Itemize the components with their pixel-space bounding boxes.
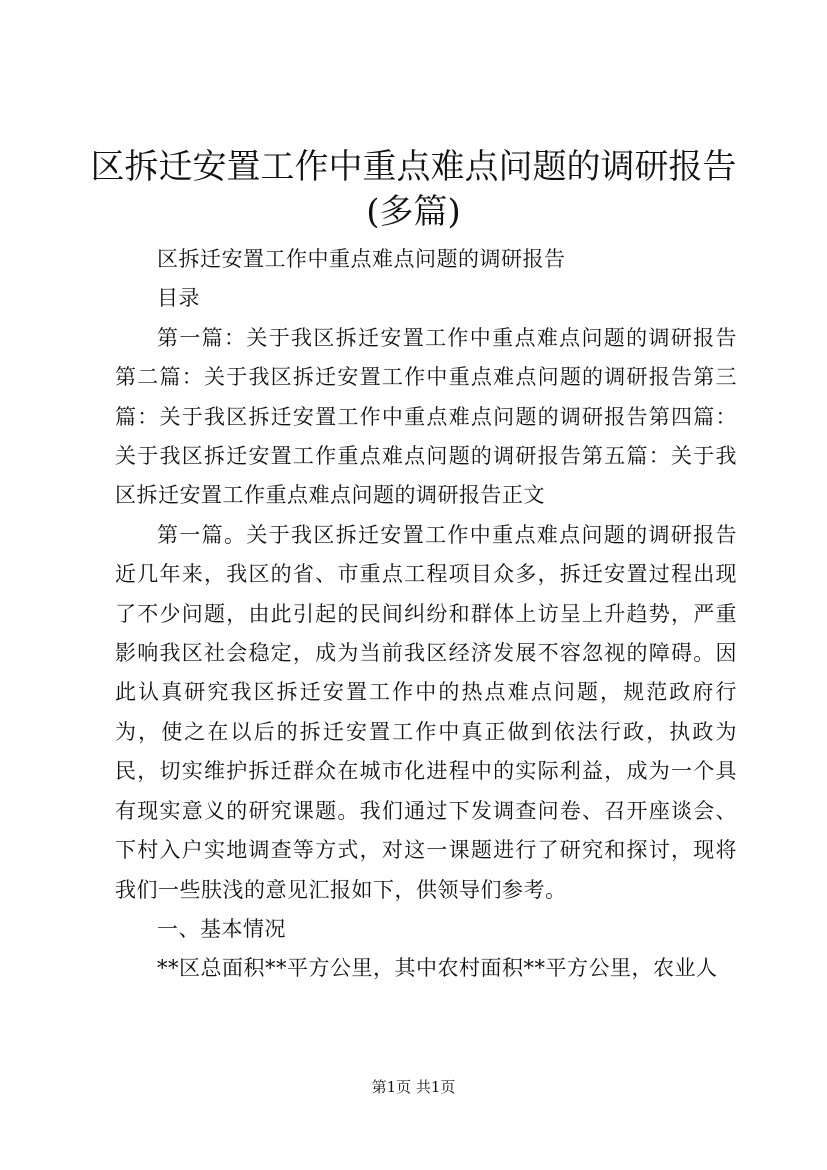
page-number-footer: 第1页 共1页 xyxy=(371,1078,456,1096)
document-title-suffix: (多篇) xyxy=(366,192,461,232)
document-title: 区拆迁安置工作中重点难点问题的调研报告 xyxy=(90,147,737,187)
toc-paragraph: 第一篇：关于我区拆迁安置工作中重点难点问题的调研报告第二篇：关于我区拆迁安置工作中重点难点问题的调研报告第三篇：关于我区拆迁安置工作中重点难点问题的调研报告第四篇：关于我区拆迁安置工作重点难点问题的调研报告第五篇：关于我区拆迁安置工作重点难点问题的调研报告正文 xyxy=(115,325,737,508)
body-paragraph: 第一篇。关于我区拆迁安置工作中重点难点问题的调研报告近几年来，我区的省、市重点工程项目众多，拆迁安置过程出现了不少问题，由此引起的民间纠纷和群体上访呈上升趋势，严重影响我区社会稳定，成为当前我区经济发展不容忽视的障碍。因此认真研究我区拆迁安置工作中的热点难点问题，规范政府行为，使之在以后的拆迁安置工作中真正做到依法行政，执政为民，切实维护拆迁群众在城市化进程中的实际利益，成为一个具有现实意义的研究课题。我们通过下发调查问卷、召开座谈会、下村入户实地调查等方式，对这一课题进行了研究和探讨，现将我们一些肤浅的意见汇报如下，供领导们参考。 xyxy=(115,522,737,902)
body-paragraph: **区总面积**平方公里，其中农村面积**平方公里，农业人 xyxy=(157,956,718,981)
toc-heading: 目录 xyxy=(157,286,200,311)
document-body xyxy=(115,240,737,989)
subtitle-paragraph: 区拆迁安置工作中重点难点问题的调研报告 xyxy=(157,247,566,271)
section-heading: 一、基本情况 xyxy=(157,916,286,941)
